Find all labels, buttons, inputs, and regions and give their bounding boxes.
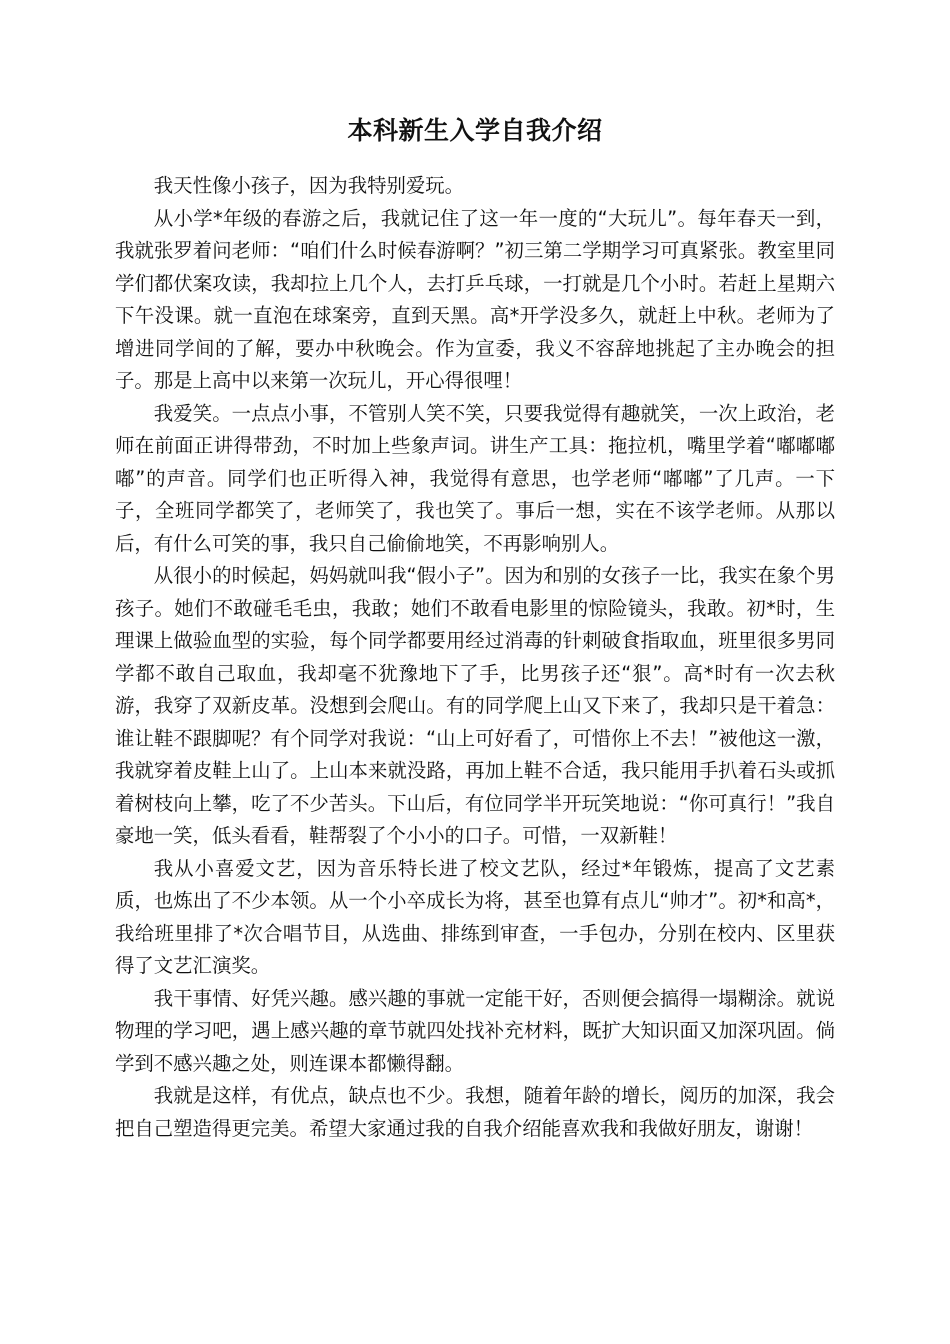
- paragraph-5: 我从小喜爱文艺，因为音乐特长进了校文艺队，经过*年锻炼，提高了文艺素质，也炼出了不少本领。从一个小卒成长为将，甚至也算有点儿“帅才”。初*和高*，我给班里排了*次合唱节目，从选曲、排练到审查，一手包办，分别在校内、区里获得了文艺汇演奖。: [115, 856, 835, 977]
- document-body: [115, 170, 835, 1145]
- paragraph-6: 我干事情、好凭兴趣。感兴趣的事就一定能干好，否则便会搞得一塌糊涂。就说物理的学习吧，遇上感兴趣的章节就四处找补充材料，既扩大知识面又加深巩固。倘学到不感兴趣之处，则连课本都懒得翻。: [115, 986, 835, 1075]
- paragraph-7: 我就是这样，有优点，缺点也不少。我想，随着年龄的增长，阅历的加深，我会把自己塑造得更完美。希望大家通过我的自我介绍能喜欢我和我做好朋友，谢谢！: [115, 1084, 835, 1140]
- paragraph-1: 我天性像小孩子，因为我特别爱玩。: [153, 174, 465, 197]
- paragraph-2: 从小学*年级的春游之后，我就记住了这一年一度的“大玩儿”。每年春天一到，我就张罗着问老师：“咱们什么时候春游啊？”初三第二学期学习可真紧张。教室里同学们都伏案攻读，我却拉上几个人，去打乒乓球，一打就是几个小时。若赶上星期六下午没课。就一直泡在球案旁，直到天黑。高*开学没多久，就赶上中秋。老师为了增进同学间的了解，要办中秋晚会。作为宣委，我义不容辞地挑起了主办晚会的担子。那是上高中以来第一次玩儿，开心得很哩！: [115, 206, 835, 392]
- document-title: 本科新生入学自我介绍: [347, 116, 603, 145]
- paragraph-3: 我爱笑。一点点小事，不管别人笑不笑，只要我觉得有趣就笑，一次上政治，老师在前面正讲得带劲，不时加上些象声词。讲生产工具：拖拉机，嘴里学着“嘟嘟嘟嘟”的声音。同学们也正听得入神，我觉得有意思，也学老师“嘟嘟”了几声。一下子，全班同学都笑了，老师笑了，我也笑了。事后一想，实在不该学老师。从那以后，有什么可笑的事，我只自己偷偷地笑，不再影响别人。: [115, 401, 835, 555]
- paragraph-4: 从很小的时候起，妈妈就叫我“假小子”。因为和别的女孩子一比，我实在象个男孩子。她们不敢碰毛毛虫，我敢；她们不敢看电影里的惊险镜头，我敢。初*时，生理课上做验血型的实验，每个同学都要用经过消毒的针刺破食指取血，班里很多男同学都不敢自己取血，我却毫不犹豫地下了手，比男孩子还“狠”。高*时有一次去秋游，我穿了双新皮革。没想到会爬山。有的同学爬上山又下来了，我却只是干着急：谁让鞋不跟脚呢？有个同学对我说：“山上可好看了，可惜你上不去！”被他这一激，我就穿着皮鞋上山了。上山本来就没路，再加上鞋不合适，我只能用手扒着石头或抓着树枝向上攀，吃了不少苦头。下山后，有位同学半开玩笑地说：“你可真行！”我自豪地一笑，低头看看，鞋帮裂了个小小的口子。可惜，一双新鞋！: [115, 564, 835, 847]
